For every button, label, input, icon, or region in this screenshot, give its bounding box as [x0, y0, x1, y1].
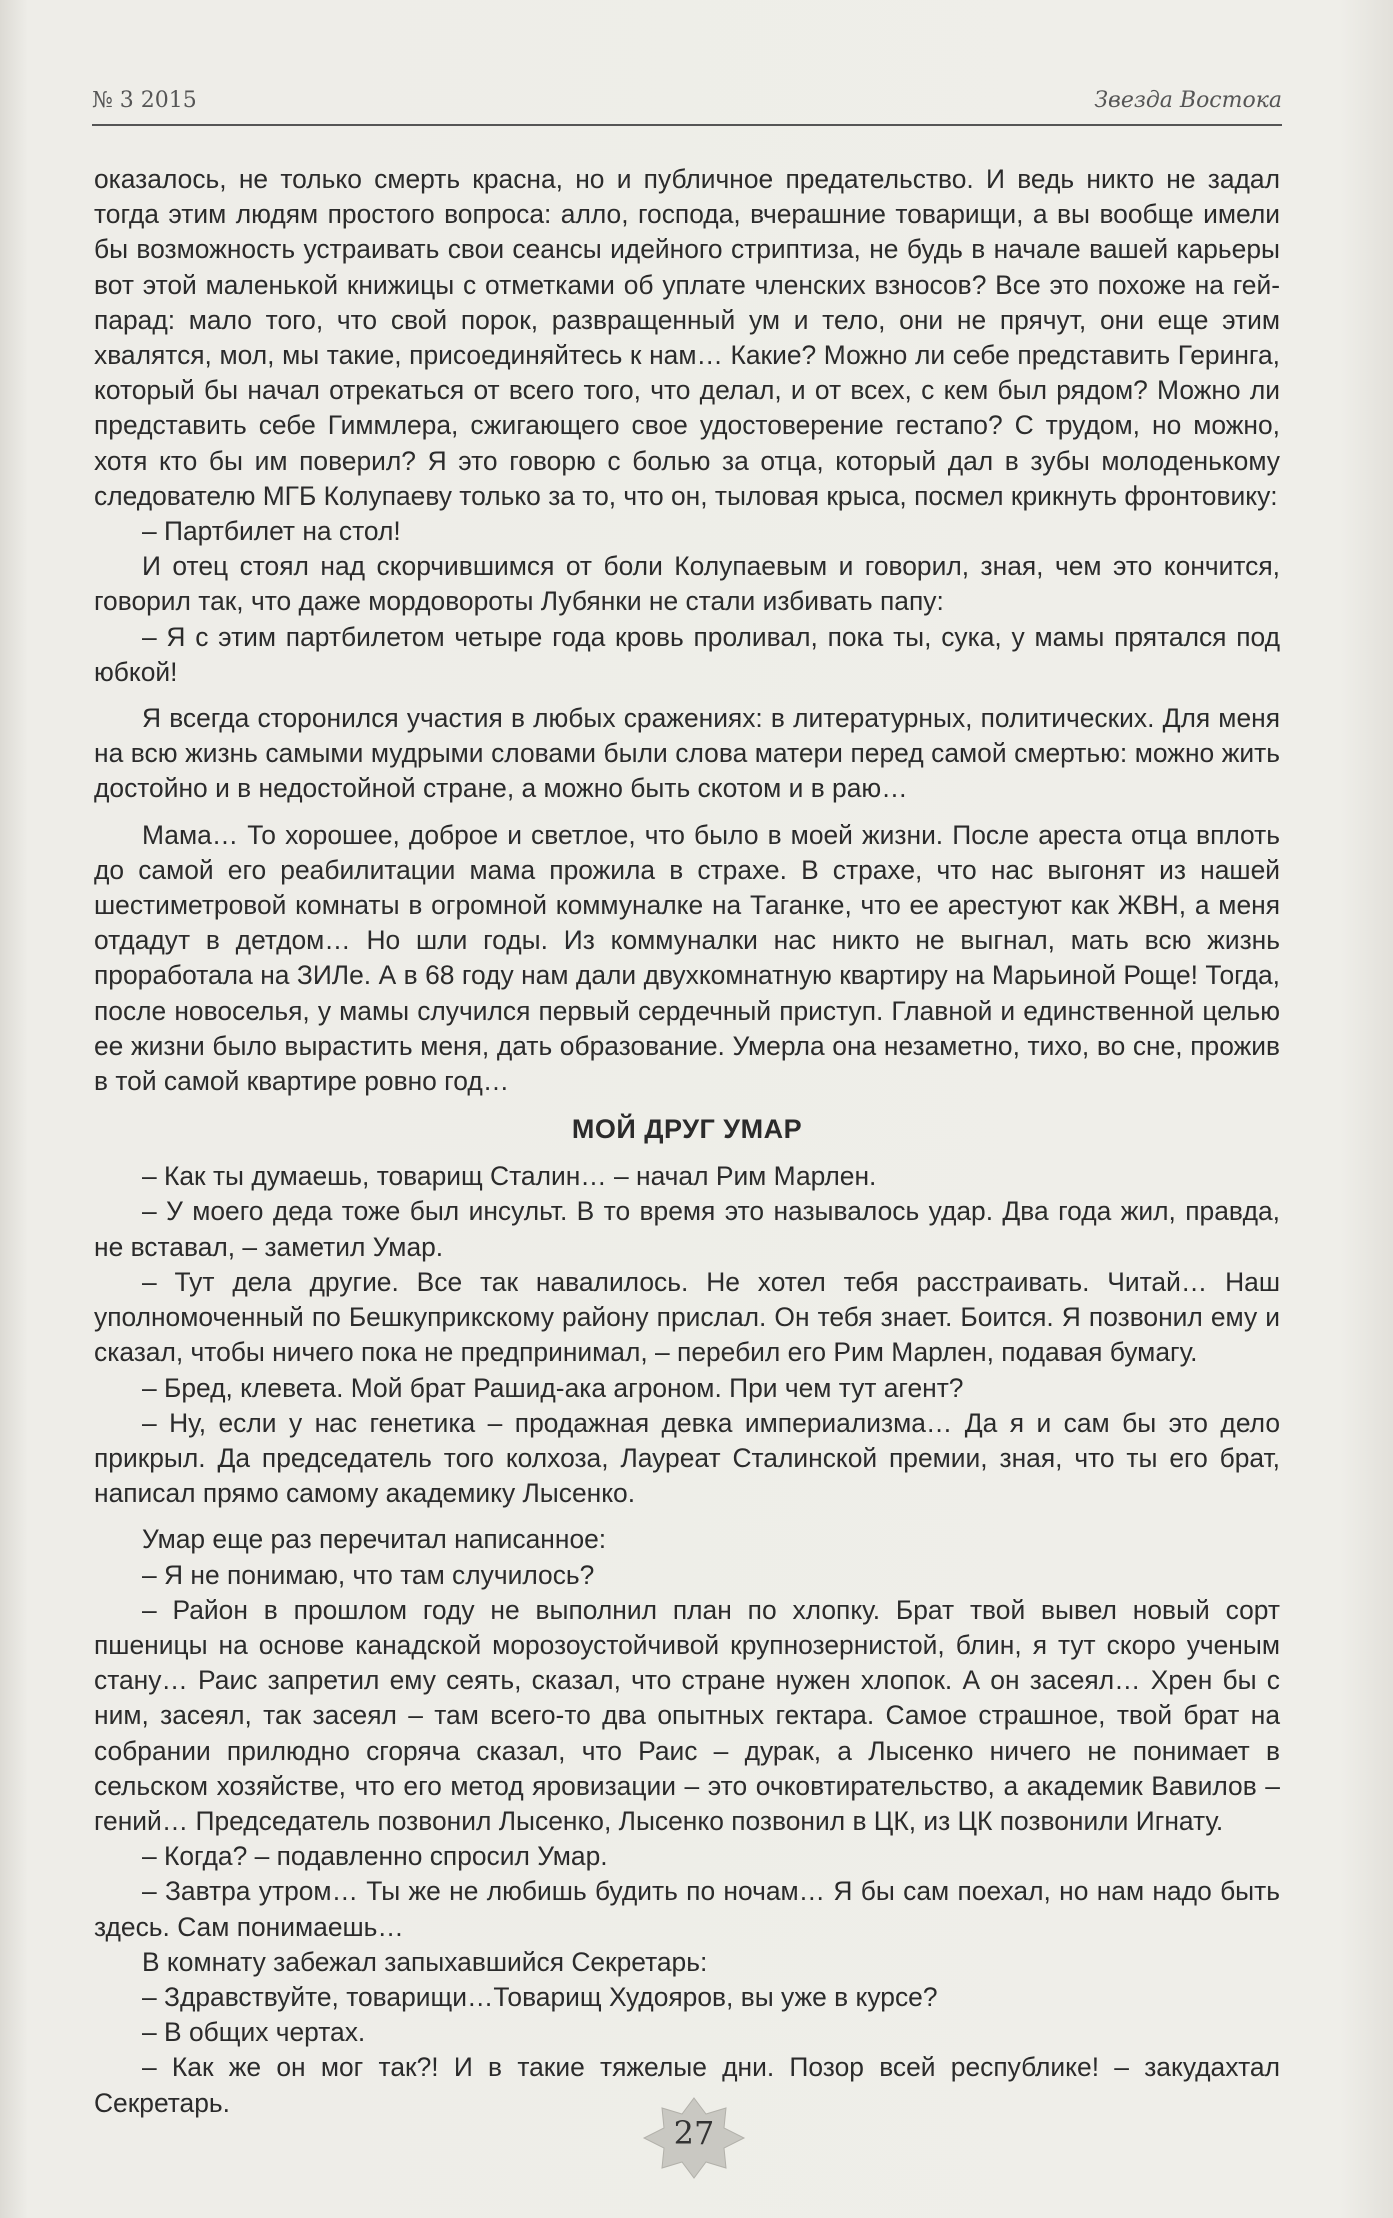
paragraph: – Я не понимаю, что там случилось? [142, 1559, 595, 1590]
running-header [92, 88, 1282, 128]
paragraph: В комнату забежал запыхавшийся Секретарь: [142, 1946, 708, 1977]
section-heading: МОЙ ДРУГ УМАР [571, 1114, 803, 1145]
paragraph: – Я с этим партбилетом четыре года кровь проливал, пока ты, сука, у мамы прятался под юбкой! [94, 621, 1280, 687]
paragraph: – Бред, клевета. Мой брат Рашид-ака агроном. При чем тут агент? [142, 1372, 964, 1403]
issue-number: № 3 2015 [92, 88, 197, 113]
paragraph: – Как же он мог так?! И в такие тяжелые дни. Позор всей республике! – закудахтал Секретарь. [94, 2052, 1280, 2118]
paragraph: И отец стоял над скорчившимся от боли Колупаевым и говорил, зная, чем это кончится, говорил так, что даже мордовороты Лубянки не стали избивать папу: [94, 551, 1280, 617]
paragraph: – Когда? – подавленно спросил Умар. [142, 1841, 608, 1872]
paragraph: – В общих чертах. [142, 2017, 366, 2048]
paragraph: Умар еще раз перечитал написанное: [142, 1524, 607, 1555]
magazine-title: Звезда Востока [1094, 88, 1282, 113]
paragraph: – Как ты думаешь, товарищ Сталин… – начал Рим Марлен. [142, 1161, 877, 1192]
paragraph: Мама… То хорошее, доброе и светлое, что было в моей жизни. После ареста отца вплоть до самой его реабилитации мама прожила в страхе. В страхе, что нас выгонят из нашей шестиметровой комнаты в огромной коммуналке на Таганке, что ее арестуют как ЖВН, а меня отдадут в детдом… Но шли годы. Из коммуналки нас никто не выгнал, мать всю жизнь проработала на ЗИЛе. А в 68 году нам дали двухкомнатную квартиру на Марьиной Роще! Тогда, после новоселья, у мамы случился первый сердечный приступ. Главной и единственной целью ее жизни было вырастить меня, дать образование. Умерла она незаметно, тихо, во сне, прожив в той самой квартире ровно год… [94, 819, 1280, 1097]
paragraph: – Район в прошлом году не выполнил план по хлопку. Брат твой вывел новый сорт пшеницы на основе канадской морозоустойчивой крупнозернистой, блин, я тут скоро ученым стану… Раис запретил ему сеять, сказал, что стране нужен хлопок. А он засеял… Хрен бы с ним, засеял, так засеял – там всего-то два опытных гектара. Самое страшное, твой брат на собрании прилюдно сгоряча сказал, что Раис – дурак, а Лысенко ничего не понимает в сельском хозяйстве, что его метод яровизации – это очковтирательство, а академик Вавилов – гений… Председатель позвонил Лысенко, Лысенко позвонил в ЦК, из ЦК позвонили Игнату. [94, 1594, 1280, 1836]
paragraph: – Завтра утром… Ты же не любишь будить по ночам… Я бы сам поехал, но нам надо быть здесь. Сам понимаешь… [94, 1876, 1280, 1942]
header-rule [92, 124, 1282, 126]
paragraph: – У моего деда тоже был инсульт. В то время это называлось удар. Два года жил, правда, не вставал, – заметил Умар. [94, 1196, 1280, 1262]
paragraph: – Ну, если у нас генетика – продажная девка империализма… Да я и сам бы это дело прикрыл. Да председатель того колхоза, Лауреат Сталинской премии, зная, что ты его брат, написал прямо самому академику Лысенко. [94, 1407, 1280, 1509]
paragraph: – Здравствуйте, товарищи…Товарищ Худояров, вы уже в курсе? [142, 1981, 938, 2012]
article-body [94, 162, 1280, 2121]
paragraph: оказалось, не только смерть красна, но и публичное предательство. И ведь никто не задал тогда этим людям простого вопроса: алло, господа, вчерашние товарищи, а вы вообще имели бы возможность устраивать свои сеансы идейного стриптиза, не будь в начале вашей карьеры вот этой маленькой книжицы с отметками об уплате членских взносов? Все это похоже на гей-парад: мало того, что свой порок, развращенный ум и тело, они не прячут, они еще этим хвалятся, мол, мы такие, присоединяйтесь к нам… Какие? Можно ли себе представить Геринга, который бы начал отрекаться от всего того, что делал, и от всех, с кем был рядом? Можно ли представить себе Гиммлера, сжигающего свое удостоверение гестапо? С трудом, но можно, хотя кто бы им поверил? Я это говорю с болью за отца, который дал в зубы молоденькому следователю МГБ Колупаеву только за то, что он, тыловая крыса, посмел крикнуть фронтовику: [94, 164, 1280, 511]
paragraph: – Тут дела другие. Все так навалилось. Не хотел тебя расстраивать. Читай… Наш уполномоченный по Бешкуприкскому району прислал. Он тебя знает. Боится. Я позвонил ему и сказал, чтобы ничего пока не предпринимал, – перебил его Рим Марлен, подавая бумагу. [94, 1266, 1280, 1368]
page-number: 27 [673, 2114, 715, 2152]
paragraph: Я всегда сторонился участия в любых сражениях: в литературных, политических. Для меня на всю жизнь самыми мудрыми словами были слова матери перед самой смертью: можно жить достойно и в недостойной стране, а можно быть скотом и в раю… [94, 703, 1280, 804]
paragraph: – Партбилет на стол! [142, 516, 401, 547]
page-number-ornament [640, 2096, 748, 2180]
